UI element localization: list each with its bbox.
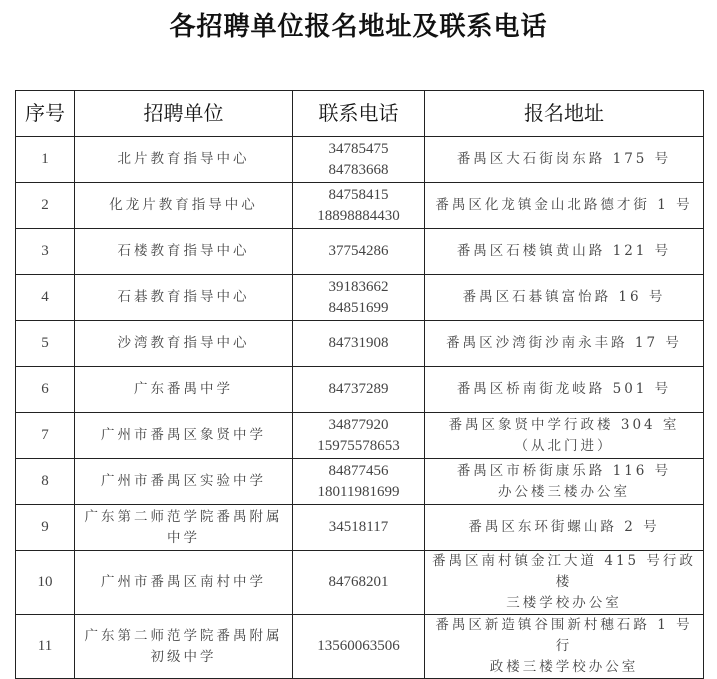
cell-address-line: 番禺区象贤中学行政楼 304 室 (448, 416, 680, 433)
header-phone: 联系电话 (293, 91, 425, 137)
cell-phone-line: 34877920 (328, 416, 389, 433)
cell-phone (293, 505, 425, 551)
cell-phone (293, 183, 425, 229)
cell-unit (75, 183, 293, 229)
cell-phone-line: 15975578653 (317, 437, 400, 454)
cell-unit-line: 广州市番禺区象贤中学 (101, 427, 266, 443)
cell-index: 6 (16, 367, 75, 413)
cell-index: 10 (16, 551, 75, 615)
cell-address-line: 番禺区化龙镇金山北路德才街 1 号 (435, 197, 693, 213)
cell-address (425, 275, 704, 321)
header-address: 报名地址 (425, 91, 704, 137)
cell-address-line: 番禺区东环街螺山路 2 号 (468, 519, 660, 535)
cell-address (425, 137, 704, 183)
cell-phone (293, 367, 425, 413)
cell-index: 11 (16, 615, 75, 679)
cell-unit-line: 中学 (167, 529, 200, 546)
cell-unit (75, 367, 293, 413)
cell-phone-line: 84758415 (328, 186, 389, 203)
cell-unit (75, 615, 293, 679)
cell-address-line: 政楼三楼学校办公室 (489, 659, 639, 675)
cell-phone-line: 39183662 (328, 278, 389, 295)
cell-address-line: 番禺区石碁镇富怡路 16 号 (462, 289, 666, 305)
cell-unit (75, 505, 293, 551)
cell-index: 3 (16, 229, 75, 275)
cell-address (425, 505, 704, 551)
cell-address-line: （从北门进） (514, 437, 614, 454)
cell-unit-line: 广东番禺中学 (134, 381, 233, 397)
cell-unit (75, 137, 293, 183)
cell-phone (293, 413, 425, 459)
cell-phone-line: 84783668 (328, 161, 389, 178)
cell-address-line: 办公楼三楼办公室 (498, 483, 630, 500)
table-row (16, 505, 704, 551)
cell-address (425, 615, 704, 679)
cell-phone-line: 84731908 (328, 335, 389, 351)
cell-address-line: 番禺区沙湾街沙南永丰路 17 号 (446, 335, 682, 351)
cell-unit-line: 广东第二师范学院番禺附属 (84, 627, 283, 644)
cell-unit (75, 229, 293, 275)
cell-unit-line: 化龙片教育指导中心 (109, 197, 258, 213)
cell-unit-line: 初级中学 (150, 648, 217, 665)
cell-index: 2 (16, 183, 75, 229)
cell-unit-line: 广东第二师范学院番禺附属 (84, 508, 283, 525)
cell-unit (75, 321, 293, 367)
cell-phone-line: 84768201 (328, 574, 389, 590)
cell-address (425, 459, 704, 505)
cell-address (425, 367, 704, 413)
cell-index: 5 (16, 321, 75, 367)
cell-phone (293, 321, 425, 367)
cell-address (425, 183, 704, 229)
cell-address-line: 番禺区市桥街康乐路 116 号 (456, 462, 672, 479)
header-unit: 招聘单位 (75, 91, 293, 137)
table-row (16, 551, 704, 615)
cell-unit-line: 广州市番禺区实验中学 (101, 473, 266, 489)
cell-phone-line: 13560063506 (317, 638, 400, 654)
cell-unit-line: 北片教育指导中心 (117, 151, 250, 167)
cell-address-line: 番禺区桥南街龙岐路 501 号 (456, 381, 672, 397)
cell-address-line: 三楼学校办公室 (506, 595, 622, 611)
cell-phone-line: 37754286 (328, 243, 389, 259)
table-row (16, 413, 704, 459)
table-row (16, 183, 704, 229)
header-index: 序号 (16, 91, 75, 137)
cell-unit (75, 551, 293, 615)
cell-phone (293, 137, 425, 183)
cell-unit-line: 石楼教育指导中心 (117, 243, 250, 259)
table-row (16, 321, 704, 367)
cell-phone-line: 34518117 (328, 519, 389, 535)
table-row (16, 367, 704, 413)
table-row (16, 615, 704, 679)
cell-address (425, 321, 704, 367)
cell-unit (75, 413, 293, 459)
cell-unit-line: 石碁教育指导中心 (117, 289, 250, 305)
cell-phone (293, 275, 425, 321)
cell-address-line: 番禺区南村镇金江大道 415 号行政楼 (432, 553, 696, 590)
cell-address (425, 229, 704, 275)
cell-phone-line: 84877456 (328, 462, 389, 479)
cell-phone (293, 551, 425, 615)
table-row (16, 229, 704, 275)
table-header-row (16, 91, 704, 137)
recruitment-contact-table (15, 90, 704, 679)
cell-address (425, 551, 704, 615)
cell-unit (75, 275, 293, 321)
cell-unit-line: 广州市番禺区南村中学 (101, 574, 266, 590)
table-row (16, 459, 704, 505)
cell-phone-line: 84737289 (328, 381, 389, 397)
cell-address-line: 番禺区大石街岗东路 175 号 (456, 151, 672, 167)
cell-phone (293, 459, 425, 505)
page-title: 各招聘单位报名地址及联系电话 (169, 12, 548, 42)
cell-index: 9 (16, 505, 75, 551)
cell-address-line: 番禺区石楼镇黄山路 121 号 (456, 243, 672, 259)
cell-unit (75, 459, 293, 505)
cell-index: 1 (16, 137, 75, 183)
cell-phone-line: 18011981699 (317, 483, 400, 500)
cell-index: 4 (16, 275, 75, 321)
cell-phone-line: 34785475 (328, 140, 389, 157)
cell-phone (293, 615, 425, 679)
cell-address-line: 番禺区新造镇谷围新村穗石路 1 号行 (435, 617, 693, 654)
cell-phone-line: 84851699 (328, 299, 389, 316)
cell-phone-line: 18898884430 (317, 207, 400, 224)
cell-index: 8 (16, 459, 75, 505)
cell-unit-line: 沙湾教育指导中心 (117, 335, 250, 351)
cell-address (425, 413, 704, 459)
cell-phone (293, 229, 425, 275)
table-row (16, 137, 704, 183)
cell-index: 7 (16, 413, 75, 459)
table-row (16, 275, 704, 321)
